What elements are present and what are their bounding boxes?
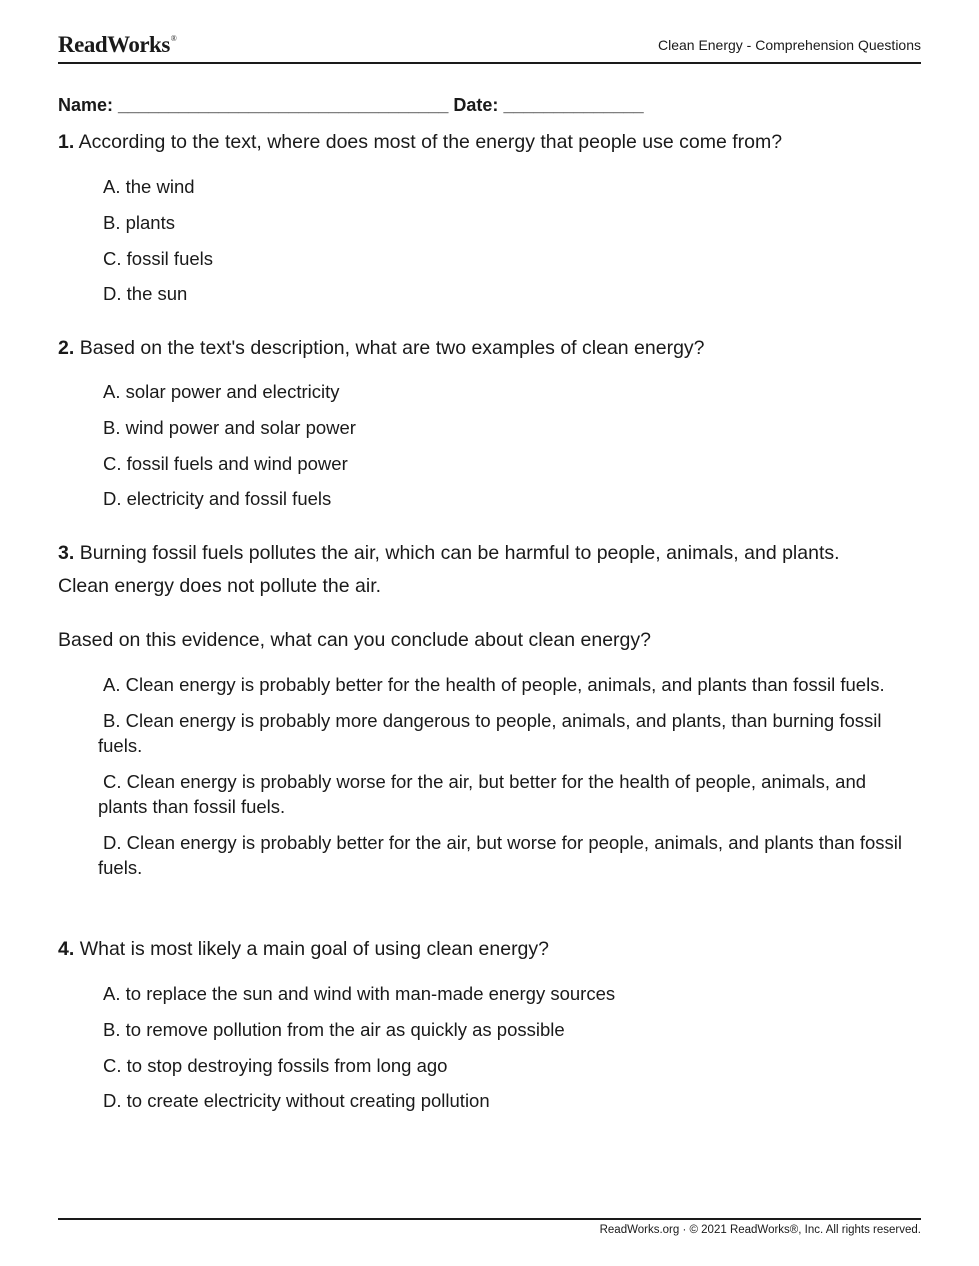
question-1 (58, 126, 921, 159)
readworks-logo (58, 32, 176, 58)
answer-choice[interactable]: D. to create electricity without creating pollution (103, 1090, 490, 1112)
answer-choice-text: D. Clean energy is probably better for the air, but worse for people, animals, and plants than fossil fuels. (98, 831, 903, 878)
answer-choice[interactable]: C. fossil fuels and wind power (103, 452, 348, 474)
question-text: Based on the text's description, what are two examples of clean energy? (79, 337, 705, 359)
question-text: What is most likely a main goal of using clean energy? (79, 938, 550, 960)
registered-mark: ® (170, 34, 177, 43)
question-number: 4. (58, 938, 75, 960)
footer-copyright: ReadWorks.org · © 2021 ReadWorks®, Inc. All rights reserved. (599, 1224, 921, 1236)
question-text: Burning fossil fuels pollutes the air, which can be harmful to people, animals, and plants. Clean energy does not pollute the air. (58, 542, 840, 597)
answer-choice[interactable] (98, 830, 913, 881)
question-2-choices (103, 381, 913, 524)
question-3 (58, 537, 878, 603)
answer-choice[interactable] (98, 769, 913, 820)
question-number: 1. (58, 131, 75, 153)
page-header (58, 28, 921, 64)
answer-choice[interactable]: A. to replace the sun and wind with man-made energy sources (103, 983, 616, 1004)
answer-choice[interactable]: C. to stop destroying fossils from long ago (103, 1054, 448, 1076)
question-4 (58, 933, 921, 966)
answer-choice[interactable]: C. fossil fuels (103, 247, 214, 269)
answer-choice[interactable] (98, 672, 913, 698)
answer-choice[interactable] (98, 708, 913, 759)
answer-choice-text: C. Clean energy is probably worse for the air, but better for the health of people, animals, and plants than fossil fuels. (98, 770, 867, 817)
answer-choice[interactable]: A. the wind (103, 176, 195, 197)
question-number: 3. (58, 542, 75, 564)
answer-choice[interactable]: B. to remove pollution from the air as quickly as possible (103, 1018, 565, 1040)
answer-choice[interactable]: B. plants (103, 211, 175, 233)
question-3-choices (98, 672, 913, 891)
answer-choice-text: B. Clean energy is probably more dangerous to people, animals, and plants, than burning fossil fuels. (98, 709, 882, 756)
answer-choice-text: A. Clean energy is probably better for the health of people, animals, and plants than fossil fuels. (103, 674, 885, 695)
question-2 (58, 332, 921, 365)
question-number: 2. (58, 337, 75, 359)
footer-divider (58, 1218, 921, 1220)
question-text: According to the text, where does most of the energy that people use come from? (78, 131, 783, 153)
date-label: Date: (453, 95, 499, 115)
answer-choice[interactable]: D. the sun (103, 283, 188, 305)
date-field[interactable]: ______________ (503, 95, 644, 115)
answer-choice[interactable]: B. wind power and solar power (103, 416, 356, 438)
question-4-choices (103, 983, 913, 1126)
name-field[interactable]: _________________________________ (118, 95, 449, 115)
logo-text: ReadWorks (58, 32, 170, 57)
document-title: Clean Energy - Comprehension Questions (657, 37, 921, 53)
answer-choice[interactable]: D. electricity and fossil fuels (103, 488, 332, 510)
name-label: Name: (58, 95, 114, 115)
question-1-choices (103, 176, 913, 319)
question-3-prompt: Based on this evidence, what can you conclude about clean energy? (58, 629, 651, 651)
answer-choice[interactable]: A. solar power and electricity (103, 381, 340, 402)
name-date-line (58, 95, 644, 116)
